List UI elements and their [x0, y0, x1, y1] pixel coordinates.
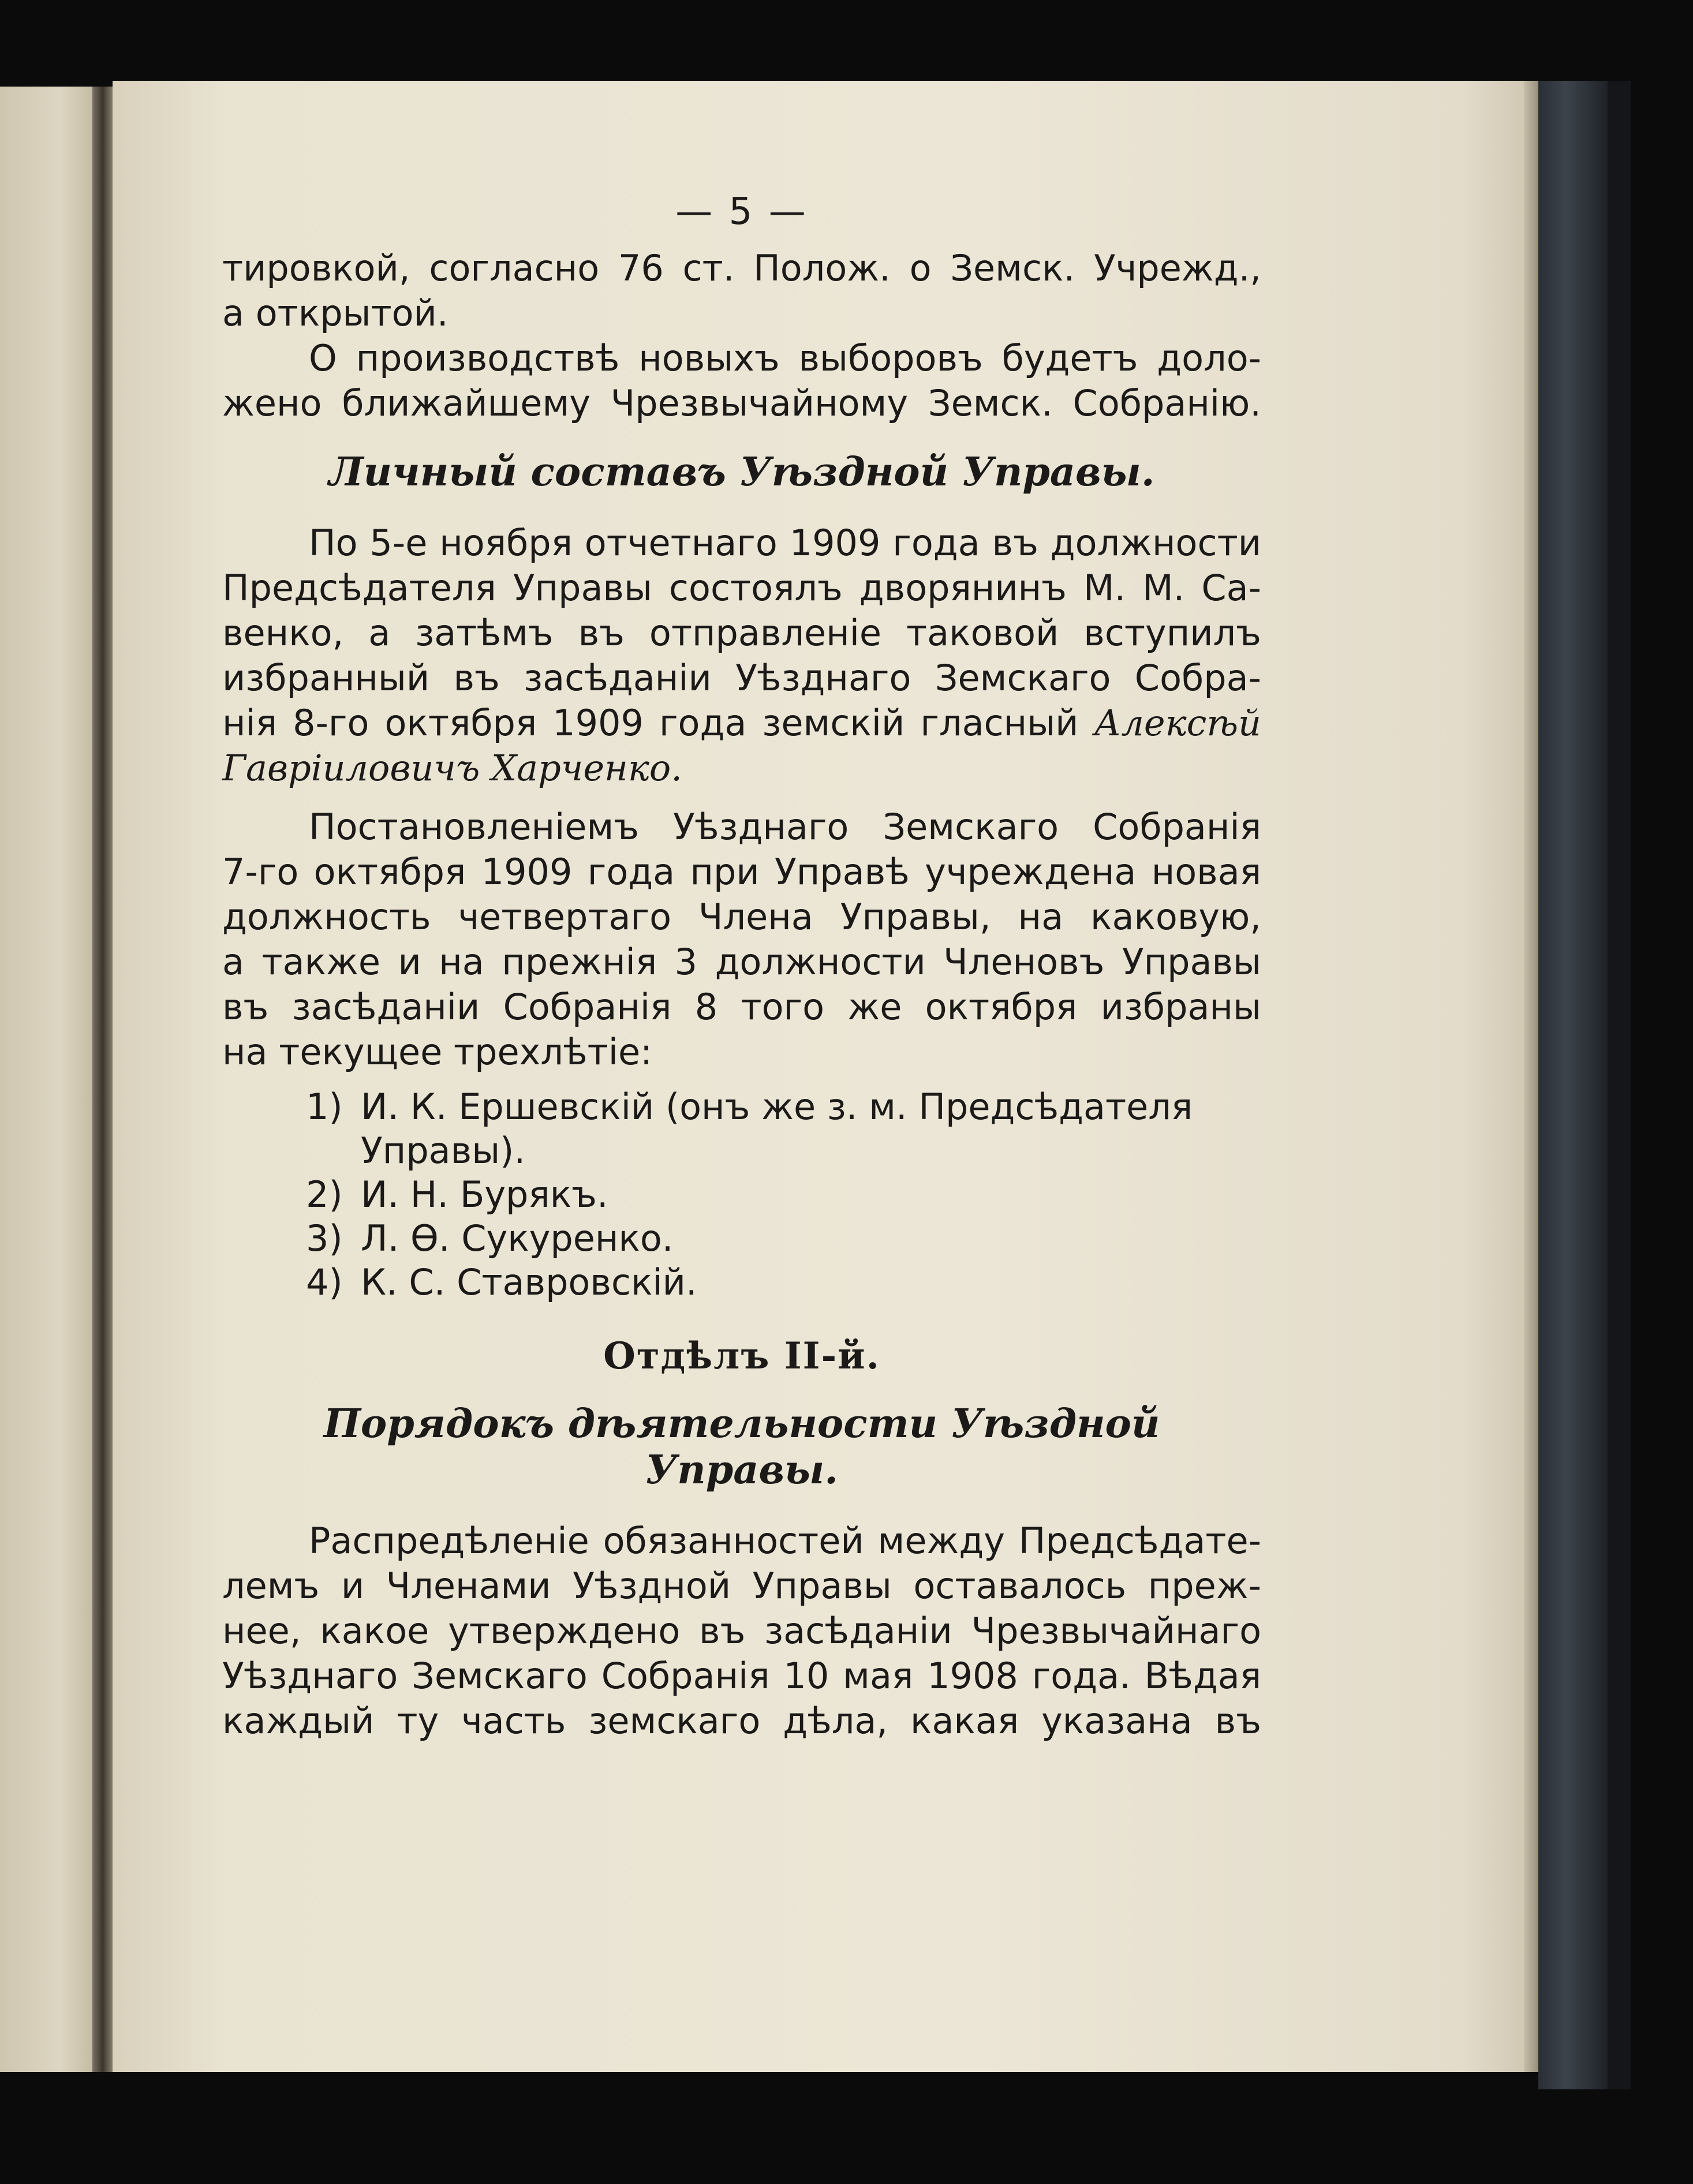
italic-name: Алексѣй	[1094, 702, 1261, 744]
list-text: К. С. Ставровскій.	[361, 1261, 697, 1303]
text-line: нее, какое утверждено въ засѣданіи Чрезвычайнаго	[222, 1610, 1261, 1652]
heading-procedure: Порядокъ дѣятельности Уѣздной Управы.	[323, 1401, 1160, 1493]
list-number: 4)	[306, 1261, 343, 1303]
list-number: 3)	[306, 1217, 343, 1259]
text-line: По 5-е ноября отчетнаго 1909 года въ должности	[309, 522, 1261, 564]
paragraph-4	[222, 805, 1261, 1075]
list-text: И. Н. Бурякъ.	[361, 1173, 608, 1216]
paragraph-3	[222, 521, 1261, 791]
text-line: Распредѣленіе обязанностей между Предсѣдате-	[309, 1520, 1261, 1562]
list-item	[222, 1173, 1261, 1217]
members-list	[222, 1085, 1261, 1304]
text-line: каждый ту часть земскаго дѣла, какая указана въ	[222, 1700, 1261, 1742]
text-line: должность четвертаго Члена Управы, на каковую,	[222, 896, 1261, 938]
text-line	[222, 701, 1261, 746]
paragraph-1	[222, 246, 1261, 336]
text-line: лемъ и Членами Уѣздной Управы оставалось преж-	[222, 1565, 1261, 1607]
list-text: Л. Ѳ. Сукуренко.	[361, 1217, 674, 1259]
book-cover	[1538, 81, 1608, 2089]
paragraph-2	[222, 336, 1261, 426]
book-gutter	[92, 87, 115, 2072]
list-item	[222, 1261, 1261, 1304]
text-line: избранный въ засѣданіи Уѣзднаго Земскаго Собра-	[222, 657, 1261, 699]
list-item	[222, 1085, 1261, 1173]
page-content	[222, 190, 1261, 1744]
list-number: 1)	[306, 1086, 343, 1128]
cover-shade	[1608, 81, 1631, 2089]
text-line: Предсѣдателя Управы состоялъ дворянинъ М. М. Са-	[222, 567, 1261, 609]
list-text: И. К. Ершевскій (онъ же з. м. Предсѣдателя	[361, 1086, 1193, 1128]
section-title: Отдѣлъ II-й.	[603, 1334, 880, 1378]
list-item	[222, 1217, 1261, 1261]
heading-personnel: Личный составъ Уѣздной Управы.	[328, 449, 1155, 495]
text-line: тировкой, согласно 76 ст. Полож. о Земск. Учрежд.,	[222, 247, 1261, 289]
text-line: въ засѣданіи Собранія 8 того же октября избраны	[222, 986, 1261, 1028]
text-line: Уѣзднаго Земскаго Собранія 10 мая 1908 года. Вѣдая	[222, 1655, 1261, 1697]
text-line: а открытой.	[222, 292, 449, 334]
text-line: а также и на прежнія 3 должности Членовъ Управы	[222, 941, 1261, 983]
page-number: — 5 —	[675, 190, 808, 233]
text-line: на текущее трехлѣтіе:	[222, 1031, 652, 1073]
list-text: Управы).	[361, 1130, 526, 1172]
italic-name: Гавріиловичъ Харченко.	[222, 747, 682, 789]
list-number: 2)	[306, 1173, 343, 1216]
text-line: О производствѣ новыхъ выборовъ будетъ доло-	[309, 337, 1261, 379]
text-line: 7-го октября 1909 года при Управѣ учреждена новая	[222, 851, 1261, 893]
text-segment: нія 8-го октября 1909 года земскій гласный	[222, 702, 1079, 744]
text-line: жено ближайшему Чрезвычайному Земск. Собранію.	[222, 382, 1261, 424]
text-line: венко, а затѣмъ въ отправленіе таковой вступилъ	[222, 612, 1261, 654]
text-line: Постановленіемъ Уѣзднаго Земскаго Собранія	[309, 806, 1261, 848]
paragraph-5	[222, 1519, 1261, 1744]
